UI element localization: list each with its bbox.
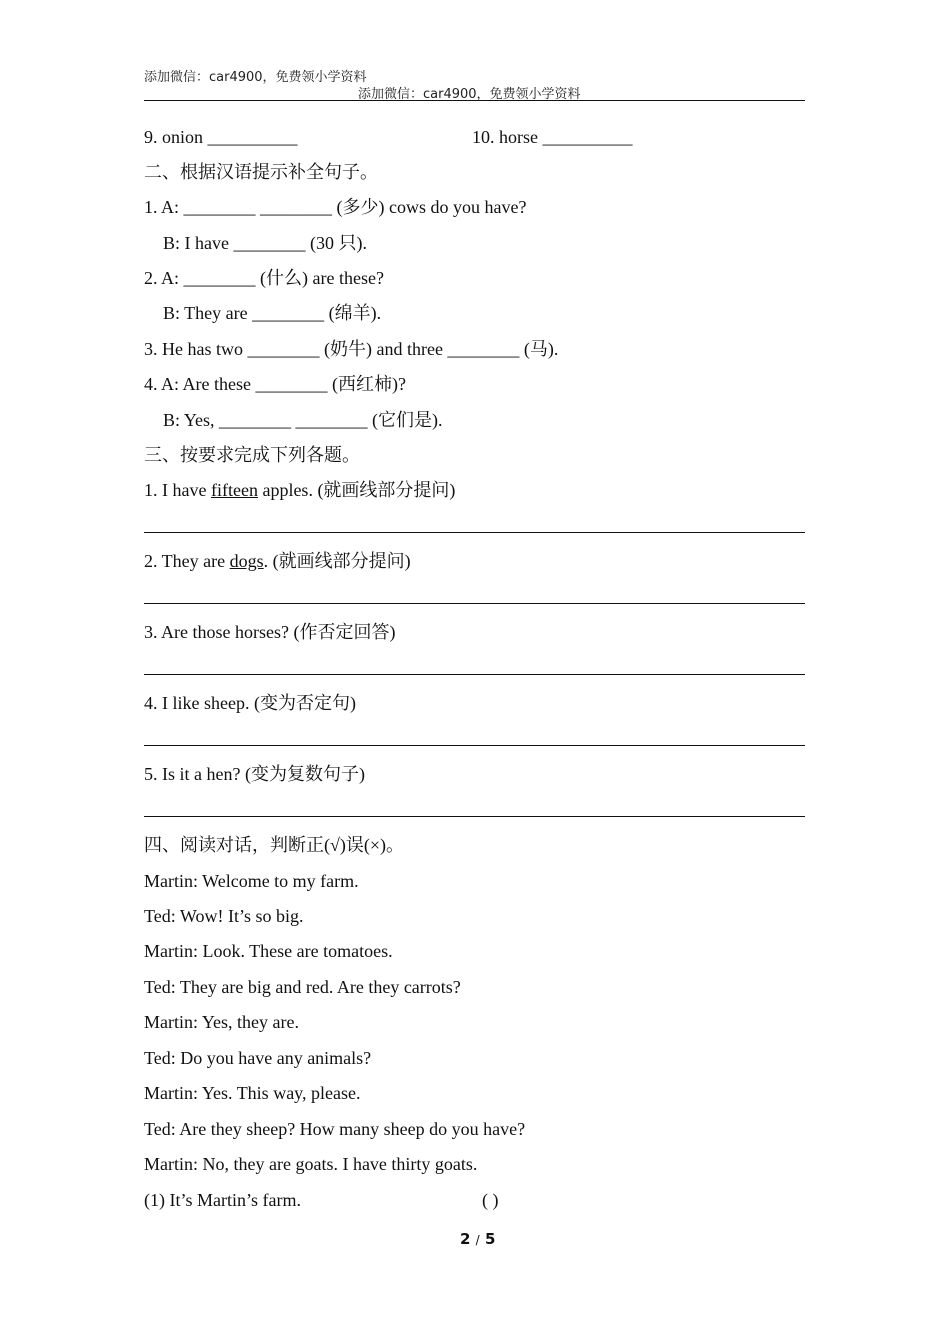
dialogue-line: Martin: No, they are goats. I have thirty goats.	[144, 1154, 478, 1174]
section3-question-1: 1. I have fifteen apples. (就画线部分提问)	[144, 480, 456, 500]
answer-line-5[interactable]	[144, 816, 805, 817]
dialogue-line: Martin: Yes. This way, please.	[144, 1083, 361, 1103]
vocab-item-9: 9. onion __________	[144, 127, 298, 147]
section2-line-6: 4. A: Are these ________ (西红柿)?	[144, 374, 406, 394]
section2-line-3: 2. A: ________ (什么) are these?	[144, 268, 384, 288]
page-total: 5	[484, 1230, 496, 1248]
dialogue-line: Martin: Welcome to my farm.	[144, 871, 359, 891]
underlined-word: fifteen	[210, 480, 258, 500]
section2-title: 二、根据汉语提示补全句子。	[144, 162, 378, 182]
underlined-word: dogs	[229, 551, 264, 571]
section3-question-2: 2. They are dogs. (就画线部分提问)	[144, 551, 411, 571]
section3-question-4: 4. I like sheep. (变为否定句)	[144, 693, 356, 713]
section2-line-4: B: They are ________ (绵羊).	[163, 303, 382, 323]
section4-title: 四、阅读对话，判断正(√)误(×)。	[144, 835, 405, 855]
page-current: 2	[460, 1230, 471, 1248]
dialogue-line: Martin: Yes, they are.	[144, 1012, 299, 1032]
answer-line-1[interactable]	[144, 532, 805, 533]
section3-question-5: 5. Is it a hen? (变为复数句子)	[144, 764, 365, 784]
page-number	[460, 1230, 495, 1248]
section3-question-3: 3. Are those horses? (作否定回答)	[144, 622, 396, 642]
dialogue-line: Ted: Do you have any animals?	[144, 1048, 372, 1068]
dialogue-line: Martin: Look. These are tomatoes.	[144, 941, 393, 961]
section2-line-5: 3. He has two ________ (奶牛) and three ________ (马).	[144, 339, 559, 359]
section2-line-7: B: Yes, ________ ________ (它们是).	[163, 410, 443, 430]
answer-line-4[interactable]	[144, 745, 805, 746]
section2-line-2: B: I have ________ (30 只).	[163, 233, 367, 253]
header-watermark-left: 添加微信：car4900，免费领小学资料	[144, 70, 367, 85]
answer-line-3[interactable]	[144, 674, 805, 675]
dialogue-line: Ted: Are they sheep? How many sheep do you have?	[144, 1119, 526, 1139]
page-separator: /	[475, 1233, 480, 1247]
section3-title: 三、按要求完成下列各题。	[144, 445, 360, 465]
judge-item-1: (1) It’s Martin’s farm.	[144, 1190, 301, 1210]
vocab-item-10: 10. horse __________	[472, 127, 633, 147]
judge-answer-bracket[interactable]: ( )	[482, 1190, 499, 1210]
answer-line-2[interactable]	[144, 603, 805, 604]
dialogue-line: Ted: Wow! It’s so big.	[144, 906, 304, 926]
header-rule	[144, 100, 805, 101]
dialogue-line: Ted: They are big and red. Are they carrots?	[144, 977, 461, 997]
header-watermark-center: 添加微信：car4900，免费领小学资料	[358, 87, 581, 102]
section2-line-1: 1. A: ________ ________ (多少) cows do you have?	[144, 197, 527, 217]
